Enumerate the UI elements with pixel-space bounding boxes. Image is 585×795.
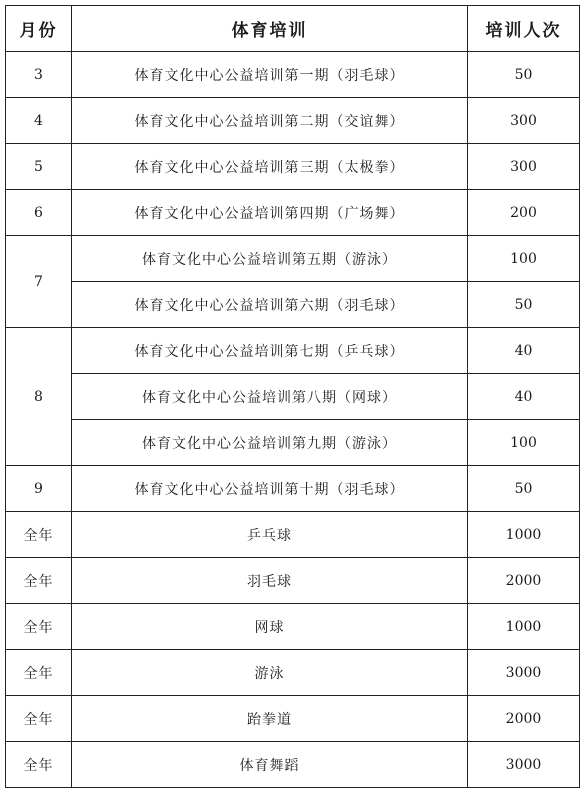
course-cell: 体育文化中心公益培训第一期（羽毛球）: [72, 52, 468, 98]
count-cell: 3000: [468, 650, 580, 696]
month-cell: 9: [6, 466, 72, 512]
header-course: 体育培训: [72, 6, 468, 52]
course-cell: 体育文化中心公益培训第四期（广场舞）: [72, 190, 468, 236]
course-cell: 游泳: [72, 650, 468, 696]
table-row: [6, 696, 580, 742]
month-cell: 全年: [6, 558, 72, 604]
month-cell: 全年: [6, 604, 72, 650]
count-cell: 3000: [468, 742, 580, 788]
count-cell: 50: [468, 466, 580, 512]
table-row: [6, 742, 580, 788]
course-cell: 跆拳道: [72, 696, 468, 742]
course-cell: 体育文化中心公益培训第五期（游泳）: [72, 236, 468, 282]
course-cell: 体育文化中心公益培训第二期（交谊舞）: [72, 98, 468, 144]
month-cell: 4: [6, 98, 72, 144]
course-cell: 体育文化中心公益培训第九期（游泳）: [72, 420, 468, 466]
table-row: [6, 650, 580, 696]
training-table: [5, 5, 580, 788]
month-cell: 6: [6, 190, 72, 236]
header-month: 月份: [6, 6, 72, 52]
table-row: [6, 466, 580, 512]
course-cell: 乒乓球: [72, 512, 468, 558]
table-row: [6, 512, 580, 558]
table-row: [6, 190, 580, 236]
month-cell: 7: [6, 236, 72, 328]
table-row: [6, 144, 580, 190]
count-cell: 100: [468, 236, 580, 282]
table-row: [6, 374, 580, 420]
table-row: [6, 604, 580, 650]
count-cell: 2000: [468, 558, 580, 604]
month-cell: 全年: [6, 512, 72, 558]
course-cell: 网球: [72, 604, 468, 650]
count-cell: 300: [468, 144, 580, 190]
count-cell: 50: [468, 52, 580, 98]
header-row: [6, 6, 580, 52]
month-cell: 全年: [6, 742, 72, 788]
count-cell: 100: [468, 420, 580, 466]
count-cell: 1000: [468, 604, 580, 650]
count-cell: 50: [468, 282, 580, 328]
header-count: 培训人次: [468, 6, 580, 52]
course-cell: 体育文化中心公益培训第七期（乒乓球）: [72, 328, 468, 374]
table-row: [6, 236, 580, 282]
course-cell: 体育文化中心公益培训第十期（羽毛球）: [72, 466, 468, 512]
course-cell: 体育文化中心公益培训第三期（太极拳）: [72, 144, 468, 190]
count-cell: 2000: [468, 696, 580, 742]
month-cell: 3: [6, 52, 72, 98]
month-cell: 8: [6, 328, 72, 466]
table-row: [6, 558, 580, 604]
month-cell: 全年: [6, 696, 72, 742]
course-cell: 体育文化中心公益培训第六期（羽毛球）: [72, 282, 468, 328]
course-cell: 体育舞蹈: [72, 742, 468, 788]
count-cell: 40: [468, 374, 580, 420]
table-row: [6, 52, 580, 98]
course-cell: 羽毛球: [72, 558, 468, 604]
count-cell: 300: [468, 98, 580, 144]
course-cell: 体育文化中心公益培训第八期（网球）: [72, 374, 468, 420]
table-row: [6, 328, 580, 374]
count-cell: 1000: [468, 512, 580, 558]
count-cell: 40: [468, 328, 580, 374]
table-row: [6, 282, 580, 328]
count-cell: 200: [468, 190, 580, 236]
month-cell: 5: [6, 144, 72, 190]
table-row: [6, 98, 580, 144]
table-row: [6, 420, 580, 466]
month-cell: 全年: [6, 650, 72, 696]
